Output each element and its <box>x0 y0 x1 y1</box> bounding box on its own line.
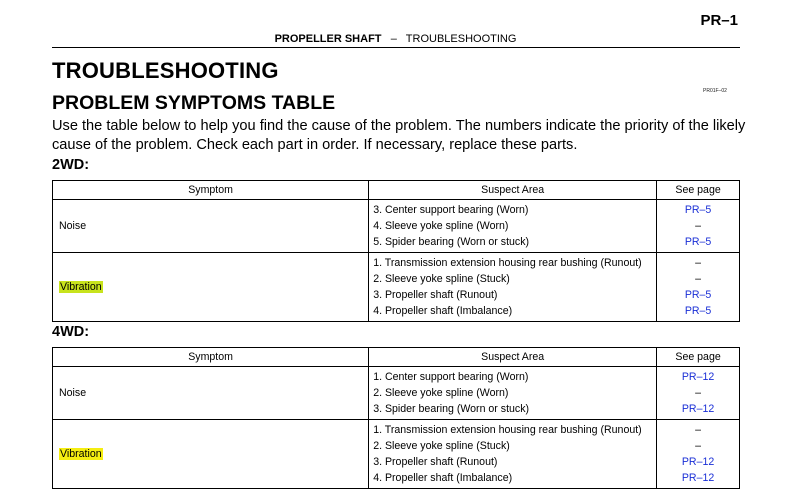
section-heading: PROBLEM SYMPTOMS TABLE <box>52 92 336 114</box>
suspect-area-item: 1. Transmission extension housing rear bushing (Runout) <box>373 424 642 436</box>
page-link[interactable]: PR–12 <box>681 472 715 484</box>
header-separator: – <box>390 33 397 45</box>
page-link[interactable]: PR–5 <box>684 204 712 216</box>
page-link[interactable]: PR–12 <box>681 456 715 468</box>
symptom-cell <box>53 200 369 253</box>
header-suspect-area: Suspect Area <box>369 181 657 200</box>
page-dash: – <box>695 273 702 285</box>
suspect-area-item: 4. Sleeve yoke spline (Worn) <box>373 220 509 232</box>
suspect-area-item: 2. Sleeve yoke spline (Stuck) <box>373 440 510 452</box>
suspect-area-item: 1. Center support bearing (Worn) <box>373 371 529 383</box>
suspect-area-cell <box>369 200 657 253</box>
suspect-area-cell <box>369 420 657 489</box>
header-rule <box>52 47 740 48</box>
table-row <box>53 253 740 322</box>
symptom-label: Noise <box>59 220 87 232</box>
page-link[interactable]: PR–12 <box>681 403 715 415</box>
header-symptom: Symptom <box>53 348 369 367</box>
symptom-cell <box>53 253 369 322</box>
see-page-cell <box>657 253 740 322</box>
doc-code: PR01F–02 <box>703 88 727 94</box>
page-title: TROUBLESHOOTING <box>52 58 279 83</box>
table-row <box>53 420 740 489</box>
page-number: PR–1 <box>700 12 738 29</box>
page-link[interactable]: PR–5 <box>684 289 712 301</box>
header-see-page: See page <box>657 181 740 200</box>
see-page-cell <box>657 367 740 420</box>
suspect-area-cell <box>369 253 657 322</box>
page-dash: – <box>695 440 702 452</box>
suspect-area-item: 3. Propeller shaft (Runout) <box>373 456 498 468</box>
suspect-area-item: 2. Sleeve yoke spline (Worn) <box>373 387 509 399</box>
suspect-area-item: 4. Propeller shaft (Imbalance) <box>373 305 513 317</box>
header-see-page: See page <box>657 348 740 367</box>
symptoms-table-4wd <box>52 347 740 489</box>
page-link[interactable]: PR–12 <box>681 371 715 383</box>
symptoms-table-2wd <box>52 180 740 322</box>
table-row <box>53 367 740 420</box>
suspect-area-item: 5. Spider bearing (Worn or stuck) <box>373 236 530 248</box>
intro-paragraph: Use the table below to help you find the cause of the problem. The numbers indicate the priority of the likely cause of the problem. Check each part in order. If necessary, replace these parts. <box>52 118 746 153</box>
table-label-2wd: 2WD: <box>52 157 90 173</box>
suspect-area-item: 3. Spider bearing (Worn or stuck) <box>373 403 530 415</box>
symptom-label-highlighted: Vibration <box>60 448 102 460</box>
symptom-cell <box>53 367 369 420</box>
page-dash: – <box>695 424 702 436</box>
suspect-area-item: 4. Propeller shaft (Imbalance) <box>373 472 513 484</box>
page-link[interactable]: PR–5 <box>684 236 712 248</box>
page-dash: – <box>695 387 702 399</box>
suspect-area-item: 2. Sleeve yoke spline (Stuck) <box>373 273 510 285</box>
table-row <box>53 200 740 253</box>
symptom-cell <box>53 420 369 489</box>
page-dash: – <box>695 220 702 232</box>
page-link[interactable]: PR–5 <box>684 305 712 317</box>
subsection-title: TROUBLESHOOTING <box>405 33 517 45</box>
suspect-area-item: 3. Center support bearing (Worn) <box>373 204 529 216</box>
see-page-cell <box>657 420 740 489</box>
page-dash: – <box>695 257 702 269</box>
see-page-cell <box>657 200 740 253</box>
table-header-row <box>53 181 740 200</box>
header-symptom: Symptom <box>53 181 369 200</box>
header-suspect-area: Suspect Area <box>369 348 657 367</box>
section-title: PROPELLER SHAFT <box>274 33 382 45</box>
suspect-area-item: 3. Propeller shaft (Runout) <box>373 289 498 301</box>
symptom-label: Noise <box>59 387 87 399</box>
table-label-4wd: 4WD: <box>52 324 90 340</box>
suspect-area-cell <box>369 367 657 420</box>
table-header-row <box>53 348 740 367</box>
symptom-label-highlighted: Vibration <box>60 281 102 293</box>
running-header <box>52 33 739 45</box>
suspect-area-item: 1. Transmission extension housing rear bushing (Runout) <box>373 257 642 269</box>
